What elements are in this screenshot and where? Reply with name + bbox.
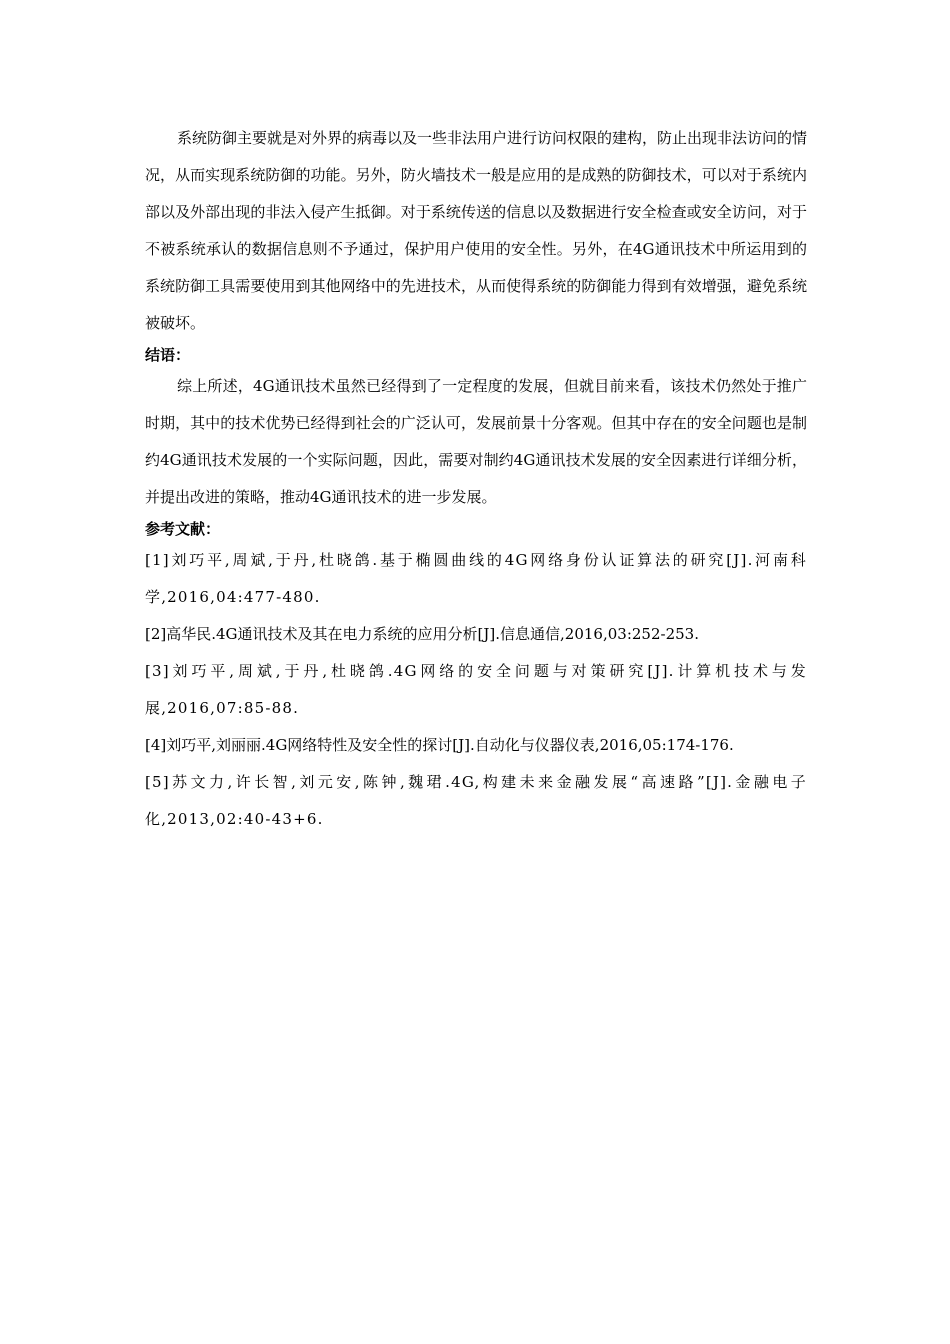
document-body bbox=[145, 120, 807, 838]
reference-item-4: [4]刘巧平,刘丽丽.4G网络特性及安全性的探讨[J].自动化与仪器仪表,2016,05:174-176. bbox=[145, 736, 734, 754]
references-heading: 参考文献： bbox=[145, 520, 221, 538]
reference-item-5: [5]苏文力,许长智,刘元安,陈钟,魏珺.4G,构建未来金融发展“高速路”[J].金融电子化,2013,02:40-43+6. bbox=[145, 773, 807, 828]
reference-item-2: [2]高华民.4G通讯技术及其在电力系统的应用分析[J].信息通信,2016,03:252-253. bbox=[145, 625, 699, 643]
paragraph-system-defense: 系统防御主要就是对外界的病毒以及一些非法用户进行访问权限的建构，防止出现非法访问的情况，从而实现系统防御的功能。另外，防火墙技术一般是应用的是成熟的防御技术，可以对于系统内部以及外部出现的非法入侵产生抵御。对于系统传送的信息以及数据进行安全检查或安全访问，对于不被系统承认的数据信息则不予通过，保护用户使用的安全性。另外，在4G通讯技术中所运用到的系统防御工具需要使用到其他网络中的先进技术，从而使得系统的防御能力得到有效增强，避免系统被破坏。 bbox=[145, 129, 808, 332]
conclusion-paragraph: 综上所述，4G通讯技术虽然已经得到了一定程度的发展，但就目前来看，该技术仍然处于推广时期，其中的技术优势已经得到社会的广泛认可，发展前景十分客观。但其中存在的安全问题也是制约4G通讯技术发展的一个实际问题，因此，需要对制约4G通讯技术发展的安全因素进行详细分析，并提出改进的策略，推动4G通讯技术的进一步发展。 bbox=[145, 377, 807, 506]
conclusion-heading: 结语： bbox=[145, 346, 191, 364]
reference-item-3: [3]刘巧平,周斌,于丹,杜晓鸽.4G网络的安全问题与对策研究[J].计算机技术与发展,2016,07:85-88. bbox=[145, 662, 807, 717]
reference-list bbox=[145, 542, 807, 838]
reference-item-1: [1]刘巧平,周斌,于丹,杜晓鸽.基于椭圆曲线的4G网络身份认证算法的研究[J].河南科学,2016,04:477-480. bbox=[145, 551, 807, 606]
